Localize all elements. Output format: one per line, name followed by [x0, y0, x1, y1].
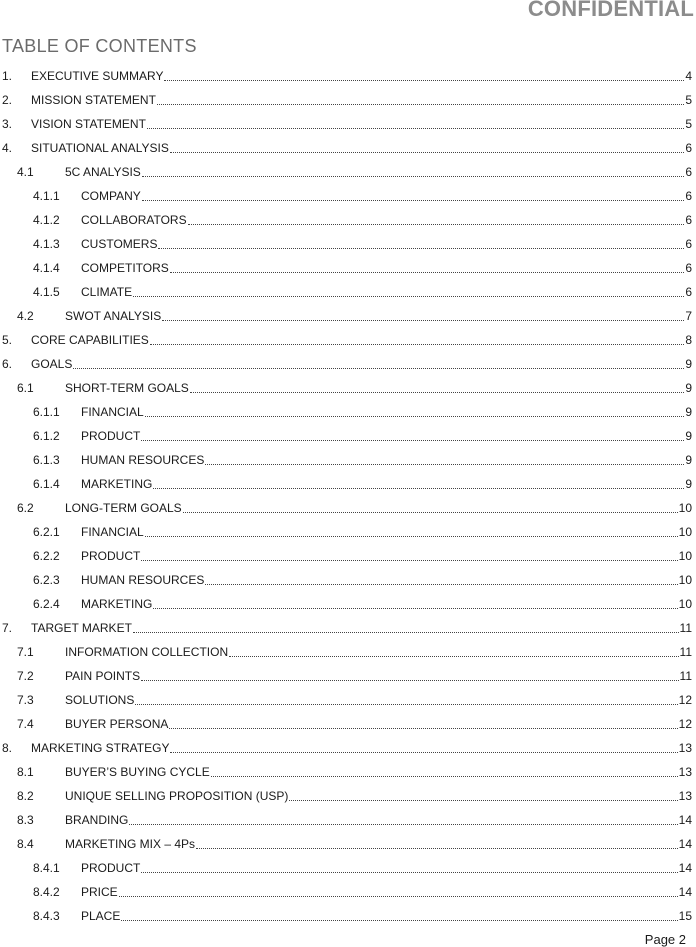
toc-entry-page: 6 [685, 165, 692, 179]
toc-dot-leader [145, 415, 685, 417]
toc-entry-page: 11 [679, 645, 692, 659]
toc-entry-page: 5 [685, 93, 692, 107]
toc-entry-number: 6.2.3 [33, 573, 60, 587]
toc-entry[interactable] [0, 688, 692, 712]
toc-dot-leader [141, 439, 684, 441]
toc-entry-page: 14 [678, 837, 692, 851]
toc-entry-label: MARKETING [81, 597, 153, 611]
confidential-header: CONFIDENTIAL [527, 0, 694, 21]
toc-entry-label: MISSION STATEMENT [31, 93, 156, 107]
toc-entry-page: 10 [678, 525, 692, 539]
toc-entry[interactable] [0, 616, 692, 640]
toc-entry-page: 6 [685, 141, 692, 155]
toc-entry-page: 15 [678, 909, 692, 923]
toc-dot-leader [157, 103, 684, 105]
toc-entry-label: INFORMATION COLLECTION [65, 645, 229, 659]
toc-entry[interactable] [0, 856, 692, 880]
toc-entry-label: CORE CAPABILITIES [31, 333, 149, 347]
toc-dot-leader [183, 511, 678, 513]
toc-entry[interactable] [0, 832, 692, 856]
toc-entry[interactable] [0, 400, 692, 424]
toc-title: TABLE OF CONTENTS [2, 36, 197, 56]
toc-entry[interactable] [0, 424, 692, 448]
toc-entry-page: 12 [678, 693, 692, 707]
toc-entry-label: BRANDING [65, 813, 129, 827]
toc-dot-leader [135, 703, 677, 705]
toc-entry[interactable] [0, 184, 692, 208]
toc-entry-number: 7.4 [17, 717, 34, 731]
toc-entry-number: 3. [2, 117, 13, 131]
toc-dot-leader [121, 919, 677, 921]
toc-entry-label: MARKETING STRATEGY [31, 741, 170, 755]
toc-dot-leader [119, 895, 678, 897]
toc-entry[interactable] [0, 880, 692, 904]
toc-entry-label: COMPETITORS [81, 261, 169, 275]
toc-entry[interactable] [0, 352, 692, 376]
toc-entry-number: 6.2 [17, 501, 34, 515]
toc-dot-leader [150, 343, 685, 345]
toc-dot-leader [147, 127, 684, 129]
toc-dot-leader [145, 535, 678, 537]
toc-entry-number: 4.2 [17, 309, 34, 323]
toc-entry[interactable] [0, 544, 692, 568]
toc-entry-label: PLACE [81, 909, 121, 923]
toc-entry-page: 9 [685, 381, 692, 395]
toc-entry-page: 7 [685, 309, 692, 323]
toc-entry-page: 13 [678, 765, 692, 779]
toc-entry[interactable] [0, 160, 692, 184]
toc-entry-number: 6.1.4 [33, 477, 60, 491]
toc-entry-page: 14 [678, 813, 692, 827]
toc-dot-leader [153, 487, 684, 489]
toc-entry-page: 13 [678, 789, 692, 803]
toc-entry-number: 4.1.1 [33, 189, 60, 203]
toc-entry-label: EXECUTIVE SUMMARY [31, 69, 164, 83]
toc-dot-leader [164, 79, 684, 81]
toc-entry-label: PRODUCT [81, 429, 141, 443]
toc-entry-label: BUYER PERSONA [65, 717, 169, 731]
toc-entry-page: 10 [678, 501, 692, 515]
toc-entry[interactable] [0, 640, 692, 664]
toc-dot-leader [211, 775, 678, 777]
toc-entry-label: PAIN POINTS [65, 669, 141, 683]
toc-entry-number: 4. [2, 141, 13, 155]
toc-entry-number: 6.1.2 [33, 429, 60, 443]
toc-dot-leader [133, 631, 679, 633]
toc-entry[interactable] [0, 256, 692, 280]
toc-entry-number: 8.4 [17, 837, 34, 851]
toc-entry-page: 11 [679, 669, 692, 683]
toc-dot-leader [229, 655, 678, 657]
toc-entry-label: BUYER’S BUYING CYCLE [65, 765, 210, 779]
toc-entry[interactable] [0, 808, 692, 832]
toc-entry-page: 10 [678, 597, 692, 611]
toc-dot-leader [142, 175, 684, 177]
toc-entry-page: 8 [685, 333, 692, 347]
toc-entry-page: 9 [685, 405, 692, 419]
toc-entry-page: 6 [685, 189, 692, 203]
toc-entry-number: 8. [2, 741, 13, 755]
toc-entry-label: SITUATIONAL ANALYSIS [31, 141, 169, 155]
toc-entry-number: 1. [2, 69, 13, 83]
toc-entry-number: 5. [2, 333, 13, 347]
toc-dot-leader [73, 367, 684, 369]
toc-entry[interactable] [0, 664, 692, 688]
toc-entry-number: 8.3 [17, 813, 34, 827]
toc-entry-number: 8.2 [17, 789, 34, 803]
toc-entry[interactable] [0, 592, 692, 616]
toc-entry-number: 6.2.1 [33, 525, 60, 539]
toc-entry[interactable] [0, 760, 692, 784]
toc-entry-number: 4.1.2 [33, 213, 60, 227]
toc-entry-number: 8.1 [17, 765, 34, 779]
toc-entry-page: 12 [678, 717, 692, 731]
toc-entry-page: 13 [678, 741, 692, 755]
toc-dot-leader [142, 199, 685, 201]
toc-dot-leader [141, 679, 678, 681]
toc-entry-label: VISION STATEMENT [31, 117, 146, 131]
toc-entry-page: 9 [685, 453, 692, 467]
toc-entry-page: 10 [678, 549, 692, 563]
toc-dot-leader [153, 607, 677, 609]
toc-entry[interactable] [0, 736, 692, 760]
toc-entry-label: FINANCIAL [81, 405, 144, 419]
toc-entry-number: 8.4.1 [33, 861, 60, 875]
toc-entry-page: 11 [679, 621, 692, 635]
toc-entry[interactable] [0, 328, 692, 352]
toc-entry-number: 7.2 [17, 669, 34, 683]
table-of-contents [0, 64, 692, 928]
toc-entry-page: 10 [678, 573, 692, 587]
toc-entry-number: 2. [2, 93, 13, 107]
toc-entry-label: FINANCIAL [81, 525, 144, 539]
toc-entry-page: 9 [685, 477, 692, 491]
toc-entry-label: COLLABORATORS [81, 213, 187, 227]
toc-entry[interactable] [0, 904, 692, 928]
toc-dot-leader [170, 151, 684, 153]
toc-entry[interactable] [0, 520, 692, 544]
toc-entry-page: 4 [685, 69, 692, 83]
toc-entry[interactable] [0, 712, 692, 736]
toc-entry-label: PRODUCT [81, 549, 141, 563]
toc-entry-label: 5C ANALYSIS [65, 165, 141, 179]
toc-dot-leader [158, 247, 684, 249]
toc-dot-leader [188, 223, 685, 225]
toc-entry-page: 9 [685, 429, 692, 443]
toc-dot-leader [170, 751, 677, 753]
toc-entry-label: PRODUCT [81, 861, 141, 875]
toc-entry-number: 6.1 [17, 381, 34, 395]
toc-entry[interactable] [0, 208, 692, 232]
toc-entry[interactable] [0, 232, 692, 256]
toc-entry[interactable] [0, 136, 692, 160]
toc-entry[interactable] [0, 304, 692, 328]
toc-entry-label: UNIQUE SELLING PROPOSITION (USP) [65, 789, 289, 803]
toc-entry-label: SWOT ANALYSIS [65, 309, 162, 323]
toc-entry-number: 4.1.4 [33, 261, 60, 275]
toc-dot-leader [170, 271, 685, 273]
toc-entry-number: 6.1.3 [33, 453, 60, 467]
toc-entry-label: SOLUTIONS [65, 693, 135, 707]
toc-entry-label: HUMAN RESOURCES [81, 453, 205, 467]
toc-entry-page: 14 [678, 861, 692, 875]
toc-entry[interactable] [0, 448, 692, 472]
toc-entry-page: 6 [685, 213, 692, 227]
toc-dot-leader [169, 727, 677, 729]
toc-entry[interactable] [0, 472, 692, 496]
toc-entry-page: 6 [685, 261, 692, 275]
toc-entry-label: PRICE [81, 885, 118, 899]
toc-entry-page: 6 [685, 237, 692, 251]
toc-entry-number: 7.3 [17, 693, 34, 707]
toc-entry-label: MARKETING MIX – 4Ps [65, 837, 196, 851]
toc-entry[interactable] [0, 568, 692, 592]
toc-entry-label: GOALS [31, 357, 73, 371]
toc-entry-number: 6.2.4 [33, 597, 60, 611]
toc-entry-number: 8.4.3 [33, 909, 60, 923]
toc-entry[interactable] [0, 784, 692, 808]
toc-dot-leader [141, 559, 677, 561]
toc-dot-leader [205, 463, 684, 465]
toc-entry-number: 8.4.2 [33, 885, 60, 899]
toc-entry-page: 14 [678, 885, 692, 899]
toc-entry-number: 4.1.5 [33, 285, 60, 299]
toc-entry[interactable] [0, 112, 692, 136]
toc-dot-leader [129, 823, 677, 825]
page-number: Page 2 [644, 932, 686, 947]
toc-dot-leader [190, 391, 685, 393]
toc-entry-number: 6.1.1 [33, 405, 60, 419]
toc-entry[interactable] [0, 280, 692, 304]
toc-entry[interactable] [0, 88, 692, 112]
toc-entry-label: HUMAN RESOURCES [81, 573, 205, 587]
toc-entry-label: SHORT-TERM GOALS [65, 381, 189, 395]
toc-entry[interactable] [0, 376, 692, 400]
toc-dot-leader [289, 799, 677, 801]
toc-entry-number: 7.1 [17, 645, 34, 659]
toc-entry-number: 7. [2, 621, 13, 635]
toc-entry-number: 4.1.3 [33, 237, 60, 251]
toc-dot-leader [162, 319, 684, 321]
toc-entry-page: 6 [685, 285, 692, 299]
toc-entry-label: MARKETING [81, 477, 153, 491]
toc-dot-leader [196, 847, 678, 849]
toc-entry-label: CUSTOMERS [81, 237, 158, 251]
toc-entry-label: CLIMATE [81, 285, 133, 299]
toc-entry-page: 5 [685, 117, 692, 131]
toc-entry-page: 9 [685, 357, 692, 371]
toc-entry[interactable] [0, 64, 692, 88]
toc-entry-number: 6. [2, 357, 13, 371]
toc-entry-label: COMPANY [81, 189, 141, 203]
toc-entry-number: 4.1 [17, 165, 34, 179]
toc-entry-number: 6.2.2 [33, 549, 60, 563]
toc-dot-leader [205, 583, 677, 585]
toc-dot-leader [133, 295, 684, 297]
toc-dot-leader [141, 871, 677, 873]
toc-entry-label: LONG-TERM GOALS [65, 501, 182, 515]
toc-entry-label: TARGET MARKET [31, 621, 132, 635]
toc-entry[interactable] [0, 496, 692, 520]
